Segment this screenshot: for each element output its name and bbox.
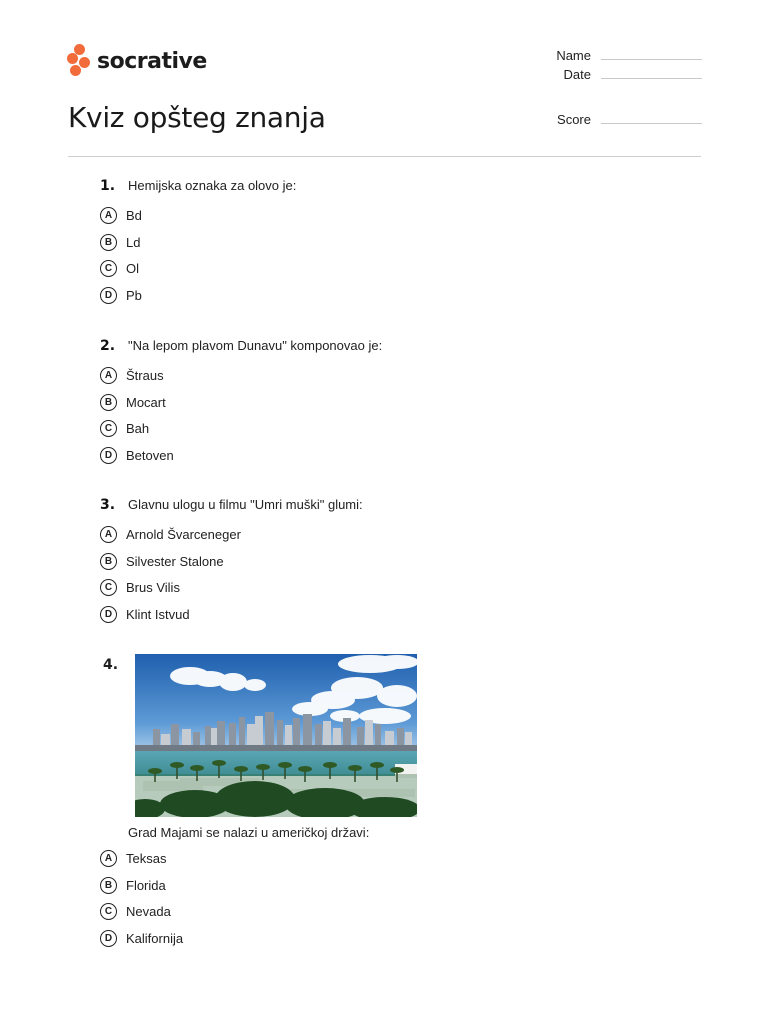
socrative-logo-mark-icon xyxy=(67,44,93,78)
question-text: "Na lepom plavom Dunavu" komponovao je: xyxy=(128,338,383,353)
miami-skyline-photo xyxy=(135,654,417,817)
option-text: Bd xyxy=(126,207,142,223)
option-d[interactable] xyxy=(100,601,660,628)
name-line[interactable] xyxy=(601,58,702,60)
option-a[interactable] xyxy=(100,845,660,872)
option-letter-badge: D xyxy=(100,930,117,947)
option-text: Ld xyxy=(126,234,141,250)
option-d[interactable] xyxy=(100,925,660,952)
option-text: Štraus xyxy=(126,367,164,383)
name-label: Name xyxy=(556,48,591,63)
option-text: Florida xyxy=(126,877,166,893)
header-divider xyxy=(68,156,701,157)
date-field[interactable] xyxy=(531,67,702,82)
date-label: Date xyxy=(563,67,591,82)
score-label: Score xyxy=(557,112,591,127)
question-2 xyxy=(100,338,660,469)
option-letter-badge: A xyxy=(100,526,117,543)
option-text: Klint Istvud xyxy=(126,607,190,623)
option-letter-badge: B xyxy=(100,394,117,411)
score-field[interactable] xyxy=(531,112,702,127)
option-b[interactable] xyxy=(100,389,660,416)
score-line[interactable] xyxy=(601,122,702,124)
question-number: 4. xyxy=(103,657,119,673)
option-text: Ol xyxy=(126,261,139,277)
option-d[interactable] xyxy=(100,442,660,469)
date-line[interactable] xyxy=(601,77,702,79)
option-letter-badge: B xyxy=(100,234,117,251)
option-letter-badge: D xyxy=(100,447,117,464)
option-a[interactable] xyxy=(100,202,660,229)
question-text: Grad Majami se nalazi u američkoj državi: xyxy=(128,825,370,840)
option-text: Pb xyxy=(126,288,142,304)
option-text: Brus Vilis xyxy=(126,580,180,596)
option-letter-badge: A xyxy=(100,850,117,867)
question-1 xyxy=(100,178,660,309)
option-letter-badge: C xyxy=(100,903,117,920)
option-b[interactable] xyxy=(100,548,660,575)
option-text: Bah xyxy=(126,421,150,437)
option-a[interactable] xyxy=(100,362,660,389)
question-number: 2. xyxy=(100,338,116,354)
option-text: Betoven xyxy=(126,448,174,464)
option-c[interactable] xyxy=(100,575,660,602)
option-text: Mocart xyxy=(126,394,166,410)
question-text: Hemijska oznaka za olovo je: xyxy=(128,178,297,193)
option-letter-badge: D xyxy=(100,287,117,304)
quiz-title: Kviz opšteg znanja xyxy=(68,101,326,134)
option-letter-badge: D xyxy=(100,606,117,623)
option-d[interactable] xyxy=(100,282,660,309)
option-text: Nevada xyxy=(126,904,171,920)
question-number: 3. xyxy=(100,497,116,513)
option-letter-badge: A xyxy=(100,207,117,224)
option-c[interactable] xyxy=(100,256,660,283)
question-number: 1. xyxy=(100,178,116,194)
option-a[interactable] xyxy=(100,521,660,548)
option-c[interactable] xyxy=(100,899,660,926)
option-letter-badge: B xyxy=(100,877,117,894)
option-c[interactable] xyxy=(100,416,660,443)
option-text: Arnold Švarceneger xyxy=(126,526,241,542)
option-text: Silvester Stalone xyxy=(126,553,224,569)
option-letter-badge: C xyxy=(100,420,117,437)
question-text: Glavnu ulogu u filmu "Umri muški" glumi: xyxy=(128,497,363,512)
socrative-logo xyxy=(67,44,207,78)
option-b[interactable] xyxy=(100,229,660,256)
option-letter-badge: A xyxy=(100,367,117,384)
option-text: Kalifornija xyxy=(126,931,184,947)
brand-name: socrative xyxy=(97,48,207,74)
option-b[interactable] xyxy=(100,872,660,899)
option-letter-badge: C xyxy=(100,579,117,596)
option-letter-badge: C xyxy=(100,260,117,277)
question-4-options xyxy=(100,843,660,952)
option-text: Teksas xyxy=(126,850,167,866)
name-field[interactable] xyxy=(531,48,702,63)
question-3 xyxy=(100,497,660,628)
option-letter-badge: B xyxy=(100,553,117,570)
